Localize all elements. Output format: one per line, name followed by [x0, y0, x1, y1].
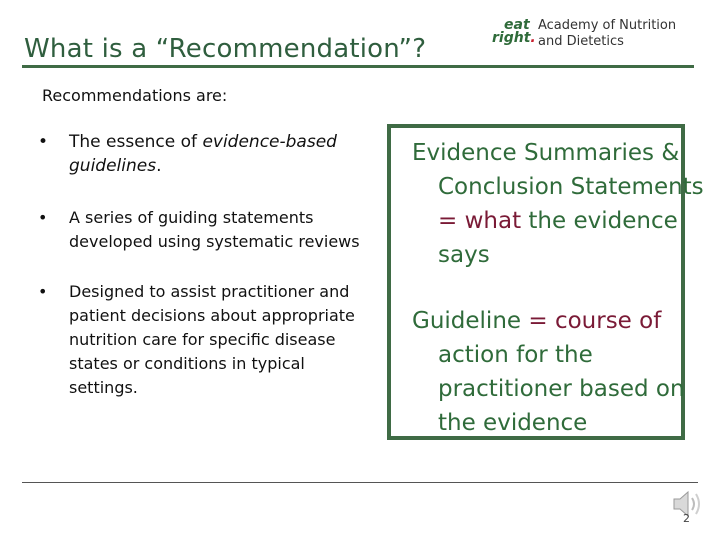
evidence-summary-statement — [401, 136, 713, 272]
statement-tail: the evidence says — [438, 208, 678, 268]
bullet-item — [38, 206, 368, 254]
page-number: 2 — [683, 512, 690, 525]
eatright-mark — [492, 18, 536, 48]
bullet-text-prefix: The essence of — [69, 132, 203, 152]
bullet-item — [38, 280, 368, 400]
bullet-text: A series of guiding statements developed using systematic reviews — [69, 208, 360, 251]
bullet-text: Designed to assist practitioner and patient decisions about appropriate nutrition care for specific disease states or conditions in typical settings. — [69, 282, 355, 397]
logo-mark-line1: eat — [504, 17, 530, 33]
logo-org-line2: and Dietetics — [538, 34, 624, 49]
bullet-marker: • — [38, 208, 48, 227]
logo-org-line1: Academy of Nutrition — [538, 18, 677, 33]
logo-organization-name — [538, 18, 708, 50]
footer-rule — [22, 482, 698, 483]
title-underline — [22, 65, 694, 68]
definition-box — [387, 124, 704, 440]
bullet-text-emphasis: evidence-based guidelines — [69, 132, 337, 176]
statement-lead: Guideline — [412, 308, 529, 334]
bullet-text-suffix: . — [156, 156, 162, 176]
logo-mark-line2 — [492, 31, 536, 45]
bullet-item — [38, 130, 368, 178]
intro-text: Recommendations are: — [42, 86, 228, 105]
statement-tail: action for the practitioner based on the evidence — [438, 342, 685, 436]
statement-accent: = course of — [528, 308, 662, 334]
logo-dot: . — [530, 30, 536, 46]
bullet-marker: • — [38, 282, 48, 301]
logo-mark-word: right — [492, 30, 531, 46]
slide-title: What is a “Recommendation”? — [24, 34, 427, 64]
bullet-marker: • — [38, 132, 49, 152]
guideline-statement — [401, 304, 713, 440]
organization-logo — [492, 14, 702, 54]
bullet-list — [38, 130, 368, 400]
statement-lead: Evidence Summaries & Conclusion Statements — [412, 140, 704, 200]
statement-accent: = what — [438, 208, 522, 234]
